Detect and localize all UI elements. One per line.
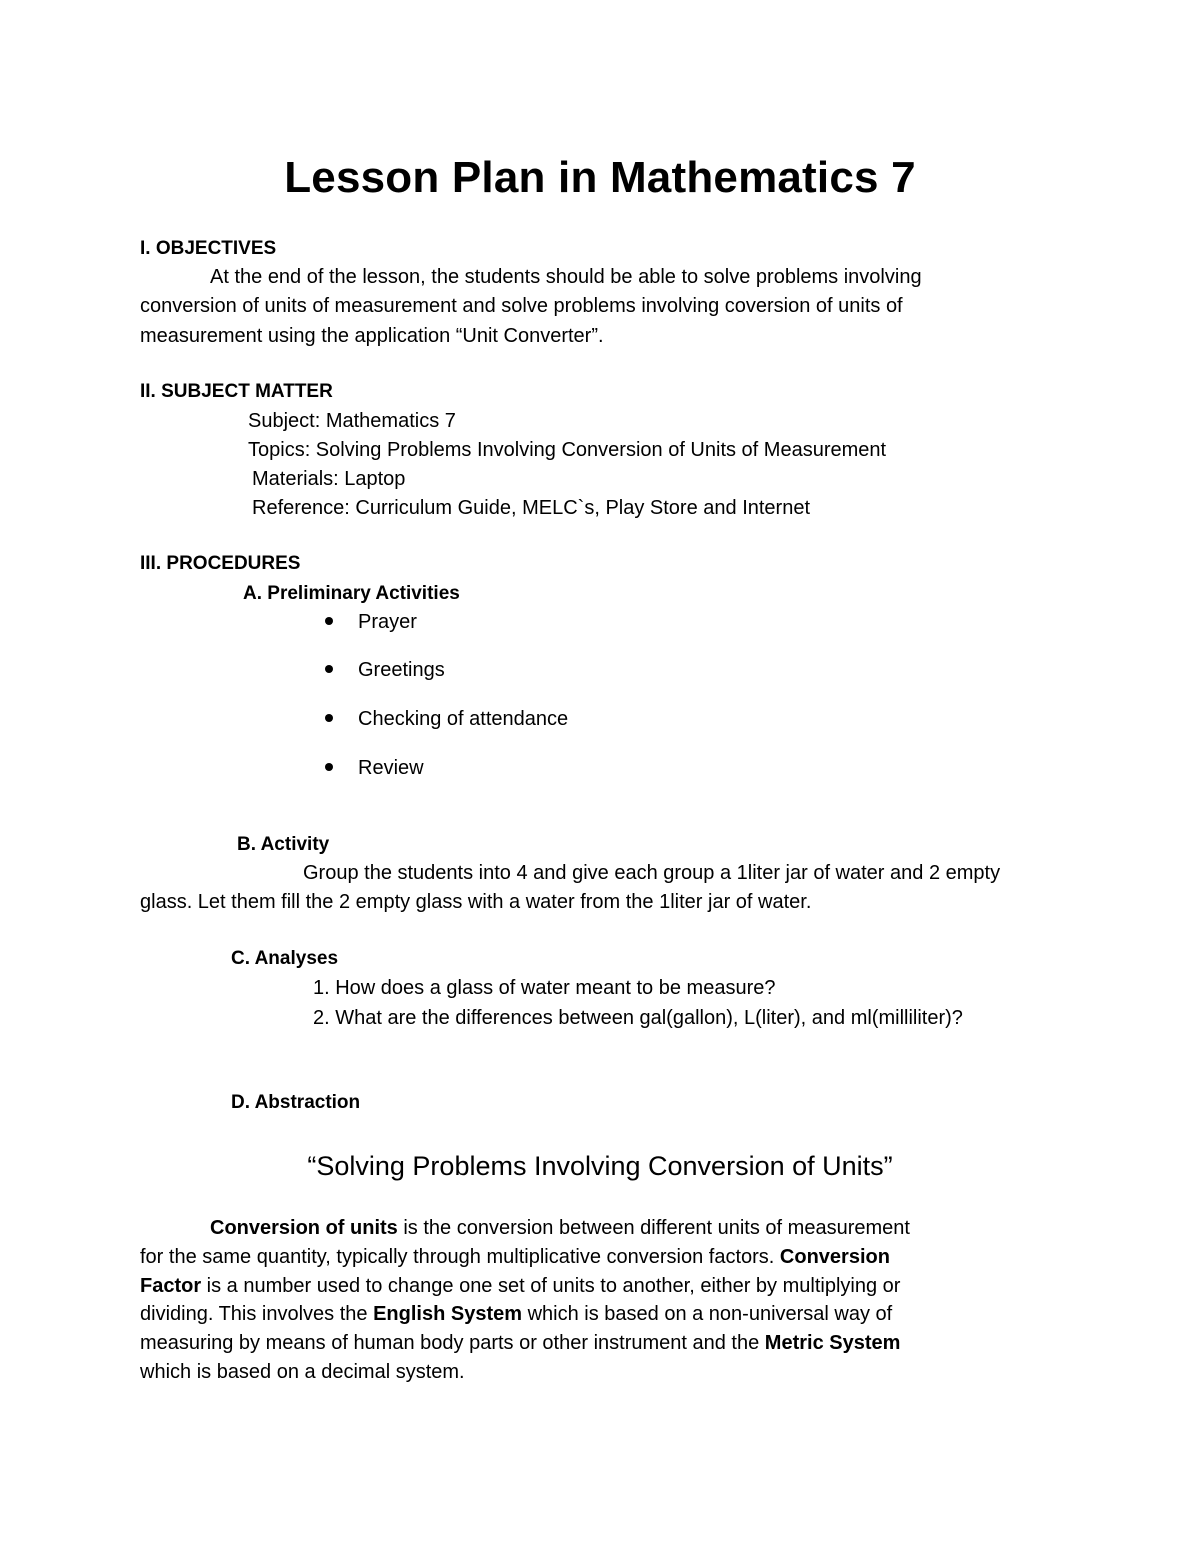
abstraction-heading: D. Abstraction bbox=[231, 1092, 361, 1113]
paragraph-text: dividing. This involves the bbox=[140, 1303, 374, 1325]
abstraction-paragraph-line-1 bbox=[210, 1216, 910, 1240]
bullet-icon bbox=[325, 714, 333, 722]
analyses-heading: C. Analyses bbox=[231, 948, 339, 969]
term-english-system: English System bbox=[373, 1303, 523, 1325]
subject-line: Subject: Mathematics 7 bbox=[248, 410, 456, 432]
abstraction-paragraph-line-6: which is based on a decimal system. bbox=[140, 1361, 465, 1383]
paragraph-text: measuring by means of human body parts or other instrument and the bbox=[140, 1332, 765, 1354]
bullet-icon bbox=[325, 665, 333, 673]
activity-line-1: Group the students into 4 and give each group a 1liter jar of water and 2 empty bbox=[303, 862, 1001, 884]
reference-line: Reference: Curriculum Guide, MELC`s, Play Store and Internet bbox=[252, 497, 811, 519]
preliminary-item-prayer: Prayer bbox=[358, 611, 417, 633]
activity-heading: B. Activity bbox=[237, 834, 330, 855]
analyses-question-1: 1. How does a glass of water meant to be measure? bbox=[313, 977, 776, 999]
term-conversion-of-units: Conversion of units bbox=[210, 1217, 398, 1239]
analyses-question-2: 2. What are the differences between gal(gallon), L(liter), and ml(milliliter)? bbox=[313, 1007, 963, 1029]
document-title: Lesson Plan in Mathematics 7 bbox=[284, 153, 916, 202]
bullet-icon bbox=[325, 617, 333, 625]
objectives-line-1: At the end of the lesson, the students should be able to solve problems involving bbox=[210, 266, 922, 288]
activity-line-2: glass. Let them fill the 2 empty glass with a water from the 1liter jar of water. bbox=[140, 891, 812, 913]
term-conversion: Conversion bbox=[779, 1246, 890, 1268]
procedures-heading: III. PROCEDURES bbox=[140, 553, 301, 574]
abstraction-title: “Solving Problems Involving Conversion of Units” bbox=[307, 1151, 893, 1181]
abstraction-paragraph-line-3 bbox=[140, 1274, 900, 1298]
abstraction-paragraph-line-4 bbox=[140, 1302, 892, 1326]
objectives-heading: I. OBJECTIVES bbox=[140, 238, 277, 259]
preliminary-item-greetings: Greetings bbox=[358, 659, 445, 681]
paragraph-text: for the same quantity, typically through multiplicative conversion factors. bbox=[140, 1246, 780, 1268]
preliminary-activities-heading: A. Preliminary Activities bbox=[243, 583, 460, 604]
objectives-line-2: conversion of units of measurement and solve problems involving coversion of units of bbox=[140, 295, 903, 317]
abstraction-paragraph-line-5 bbox=[140, 1331, 900, 1355]
paragraph-text: which is based on a non-universal way of bbox=[522, 1303, 893, 1325]
paragraph-text: is the conversion between different units of measurement bbox=[397, 1217, 910, 1239]
subject-matter-heading: II. SUBJECT MATTER bbox=[140, 381, 333, 402]
paragraph-text: is a number used to change one set of units to another, either by multiplying or bbox=[201, 1275, 901, 1297]
bullet-icon bbox=[325, 763, 333, 771]
preliminary-item-attendance: Checking of attendance bbox=[358, 708, 569, 730]
abstraction-paragraph-line-2 bbox=[140, 1245, 890, 1269]
objectives-line-3: measurement using the application “Unit Converter”. bbox=[140, 325, 604, 347]
topics-line: Topics: Solving Problems Involving Conversion of Units of Measurement bbox=[248, 439, 887, 461]
materials-line: Materials: Laptop bbox=[252, 468, 406, 490]
term-metric-system: Metric System bbox=[764, 1332, 901, 1354]
term-factor: Factor bbox=[140, 1275, 202, 1297]
preliminary-item-review: Review bbox=[358, 757, 424, 779]
